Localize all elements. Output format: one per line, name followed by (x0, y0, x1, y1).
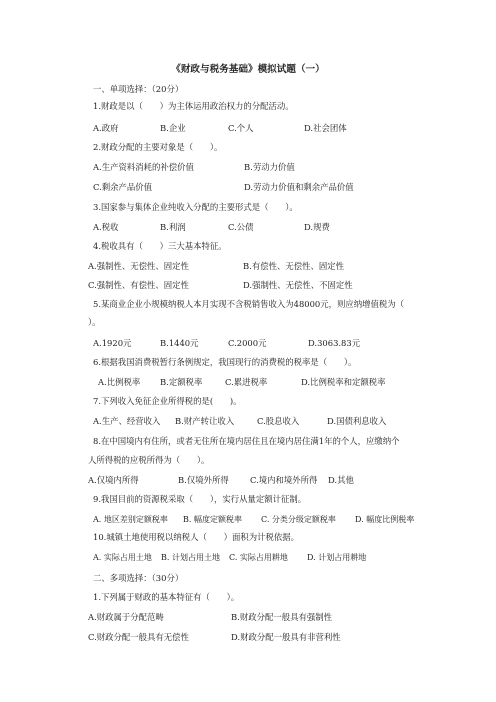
section-heading-single-choice: 一、单项选择：（20分） (93, 84, 184, 94)
section-heading-multiple-choice: 二、多项选择：（30分） (93, 573, 184, 583)
option-b: B. 幅度定额税率 (183, 515, 242, 524)
option-b: B.劳动力价值 (244, 162, 295, 172)
question-7: 7.下列收入免征企业所得税的是( )。 (93, 396, 242, 406)
option-a: A.1920元 (93, 338, 132, 348)
option-d: D.规费 (304, 222, 330, 232)
page-title: 《财政与税务基础》模拟试题（一） (171, 64, 325, 75)
question-1: 1.财政是以（ ）为主体运用政治权力的分配活动。 (93, 101, 294, 111)
option-a: A. 实际占用土地 (93, 553, 152, 562)
question-8-line2: 人所得税的应税所得为（ ）。 (88, 455, 210, 465)
question-8-line1: 8.在中国境内有住所，或者无住所在境内居住且在境内居住满1年的个人，应缴纳个 (93, 436, 400, 446)
option-c: C.境内和境外所得 (250, 475, 318, 485)
option-d: D.国债利息收入 (327, 416, 387, 426)
option-b: B.财政分配一般具有强制性 (231, 612, 332, 622)
option-d: D. 幅度比例税率 (355, 515, 415, 524)
option-a: A. 地区差别定额税率 (93, 515, 168, 524)
option-a: A.生产资料消耗的补偿价值 (93, 162, 194, 172)
option-d: D.强制性、无偿性、不固定性 (243, 280, 353, 290)
option-d: D.财政分配一般具有非营利性 (231, 632, 341, 642)
question-10: 10.城镇土地使用税以纳税人（ ）面积为计税依据。 (93, 532, 299, 542)
question-2: 2.财政分配的主要对象是（ ）。 (93, 142, 223, 152)
option-b: B.利润 (160, 222, 186, 232)
option-c: C. 分类分级定额税率 (261, 515, 336, 524)
option-a: A.仅境内所得 (88, 475, 139, 485)
option-b: B.财产转让收入 (175, 416, 235, 426)
question-5-line1: 5.某商业企业小规模纳税人本月实现不含税销售收入为48000元，则应纳增值税为（ (93, 299, 405, 309)
option-c: C.公债 (228, 222, 254, 232)
option-b: B.1440元 (160, 338, 199, 348)
option-d: D.比例税率和定额税率 (301, 377, 386, 387)
option-c: C.强制性、有偿性、固定性 (88, 280, 189, 290)
option-d: D.其他 (328, 475, 354, 485)
option-b: B.有偿性、无偿性、固定性 (243, 261, 344, 271)
option-c: C.股息收入 (257, 416, 300, 426)
option-c: C. 实际占用耕地 (229, 553, 288, 562)
question-4: 4.税收具有（ ）三大基本特征。 (93, 241, 227, 251)
option-c: C.财政分配一般具有无偿性 (88, 632, 189, 642)
multi-question-1: 1.下列属于财政的基本特征有（ ）。 (93, 592, 240, 602)
option-c: C.剩余产品价值 (93, 182, 153, 192)
option-a: A.财政属于分配范畴 (88, 612, 164, 622)
option-c: C.2000元 (228, 338, 267, 348)
option-b: B.定额税率 (160, 377, 203, 387)
question-9: 9.我国目前的资源税采取（ ），实行从量定额计征制。 (93, 494, 307, 504)
option-d: D.劳动力价值和剩余产品价值 (244, 182, 354, 192)
option-b: B.仅境外所得 (178, 475, 229, 485)
option-d: D.3063.83元 (308, 338, 361, 348)
option-b: B. 计划占用土地 (161, 553, 220, 562)
option-a: A.政府 (93, 123, 119, 133)
option-a: A.税收 (93, 222, 119, 232)
option-a: A.强制性、无偿性、固定性 (88, 261, 189, 271)
option-d: D. 计划占用耕地 (307, 553, 367, 562)
option-b: B.企业 (160, 123, 186, 133)
option-c: C.累进税率 (225, 377, 268, 387)
option-a: A.生产、经营收入 (93, 416, 161, 426)
option-c: C.个人 (228, 123, 254, 133)
option-d: D.社会团体 (304, 123, 347, 133)
option-a: A.比例税率 (98, 377, 141, 387)
question-5-line2: ）。 (88, 317, 101, 327)
question-6: 6.根据我国消费税暂行条例规定，我国现行的消费税的税率是（ ）。 (93, 357, 357, 367)
question-3: 3.国家参与集体企业纯收入分配的主要形式是（ ）。 (93, 202, 298, 212)
